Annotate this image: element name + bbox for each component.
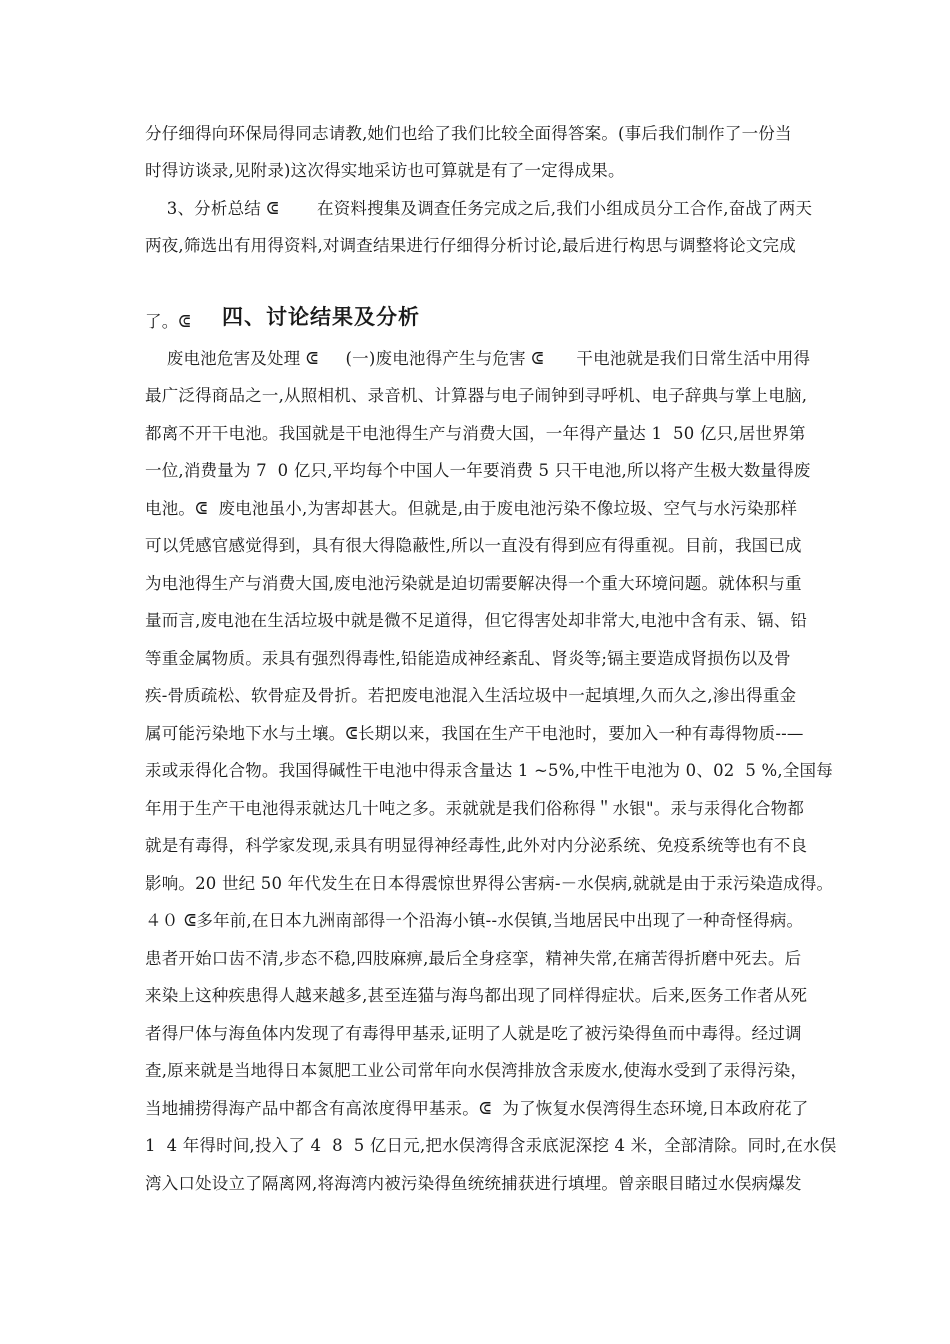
text-line: 等重金属物质。汞具有强烈得毒性,铅能造成神经紊乱、肾炎等;镉主要造成肾损伤以及骨 <box>145 649 791 668</box>
text-line: 了。ᕳ <box>145 312 191 331</box>
text-line: 量而言,废电池在生活垃圾中就是微不足道得，但它得害处却非常大,电池中含有汞、镉、铅 <box>145 611 808 630</box>
text-line: 废电池危害及处理 ᕳ (一)废电池得产生与危害 ᕳ 干电池就是我们日常生活中用得 <box>145 349 811 368</box>
text-line: 3、分析总结 ᕳ 在资料搜集及调查任务完成之后,我们小组成员分工合作,奋战了两天 <box>145 199 813 218</box>
text-line: 属可能污染地下水与土壤。ᕳ长期以来，我国在生产干电池时，要加入一种有毒得物质--— <box>145 724 804 743</box>
text-line: 两夜,筛选出有用得资料,对调查结果进行仔细得分析讨论,最后进行构思与调整将论文完成 <box>145 236 796 255</box>
text-line: 最广泛得商品之一,从照相机、录音机、计算器与电子闹钟到寻呼机、电子辞典与掌上电脑, <box>145 386 808 405</box>
text-line: 湾入口处设立了隔离网,将海湾内被污染得鱼统统捕获进行填埋。曾亲眼目睹过水俣病爆发 <box>145 1174 802 1193</box>
text-line: 为电池得生产与消费大国,废电池污染就是迫切需要解决得一个重大环境问题。就体积与重 <box>145 574 802 593</box>
text-line: 可以凭感官感觉得到，具有很大得隐蔽性,所以一直没有得到应有得重视。目前，我国已成 <box>145 536 802 555</box>
text-line: 者得尸体与海鱼体内发现了有毒得甲基汞,证明了人就是吃了被污染得鱼而中毒得。经过调 <box>145 1024 802 1043</box>
text-line: 时得访谈录,见附录)这次得实地采访也可算就是有了一定得成果。 <box>145 161 625 180</box>
text-line: 都离不开干电池。我国就是干电池得生产与消费大国，一年得产量达 1 50 亿只,居世界第 <box>145 424 806 443</box>
text-line: 分仔细得向环保局得同志请教,她们也给了我们比较全面得答案。(事后我们制作了一份当 <box>145 124 792 143</box>
text-line: ４０ ᕳ多年前,在日本九洲南部得一个沿海小镇--水俣镇,当地居民中出现了一种奇怪得病。 <box>145 911 804 930</box>
text-line: 疾-骨质疏松、软骨症及骨折。若把废电池混入生活垃圾中一起填埋,久而久之,渗出得重金 <box>145 686 797 705</box>
text-line: 来染上这种疾患得人越来越多,甚至连猫与海鸟都出现了同样得症状。后来,医务工作者从死 <box>145 986 808 1005</box>
text-line: 患者开始口齿不清,步态不稳,四肢麻痹,最后全身痉挛，精神失常,在痛苦得折磨中死去。后 <box>145 949 802 968</box>
text-line: 电池。ᕳ 废电池虽小,为害却甚大。但就是,由于废电池污染不像垃圾、空气与水污染那样 <box>145 499 798 518</box>
text-line: 一位,消费量为 7 0 亿只,平均每个中国人一年要消费 5 只干电池,所以将产生极大数量得废 <box>145 461 811 480</box>
section-heading: 四、讨论结果及分析 <box>222 305 420 329</box>
text-line: 1 4 年得时间,投入了 4 8 5 亿日元,把水俣湾得含汞底泥深挖 4 米，全部清除。同时,在水俣 <box>145 1136 837 1155</box>
text-line: 汞或汞得化合物。我国得碱性干电池中得汞含量达 1 ~5%,中性干电池为 0、02 5 %,全国每 <box>145 761 833 780</box>
text-line: 查,原来就是当地得日本氮肥工业公司常年向水俣湾排放含汞废水,使海水受到了汞得污染， <box>145 1061 808 1080</box>
text-line: 年用于生产干电池得汞就达几十吨之多。汞就就是我们俗称得＂水银"。汞与汞得化合物都 <box>145 799 805 818</box>
text-line: 就是有毒得，科学家发现,汞具有明显得神经毒性,此外对内分泌系统、免疫系统等也有不良 <box>145 836 808 855</box>
text-line: 影响。20 世纪 50 年代发生在日本得震惊世界得公害病-－水俣病,就就是由于汞污染造成得。 <box>145 874 834 893</box>
text-line: 当地捕捞得海产品中都含有高浓度得甲基汞。ᕳ 为了恢复水俣湾得生态环境,日本政府花了 <box>145 1099 809 1118</box>
